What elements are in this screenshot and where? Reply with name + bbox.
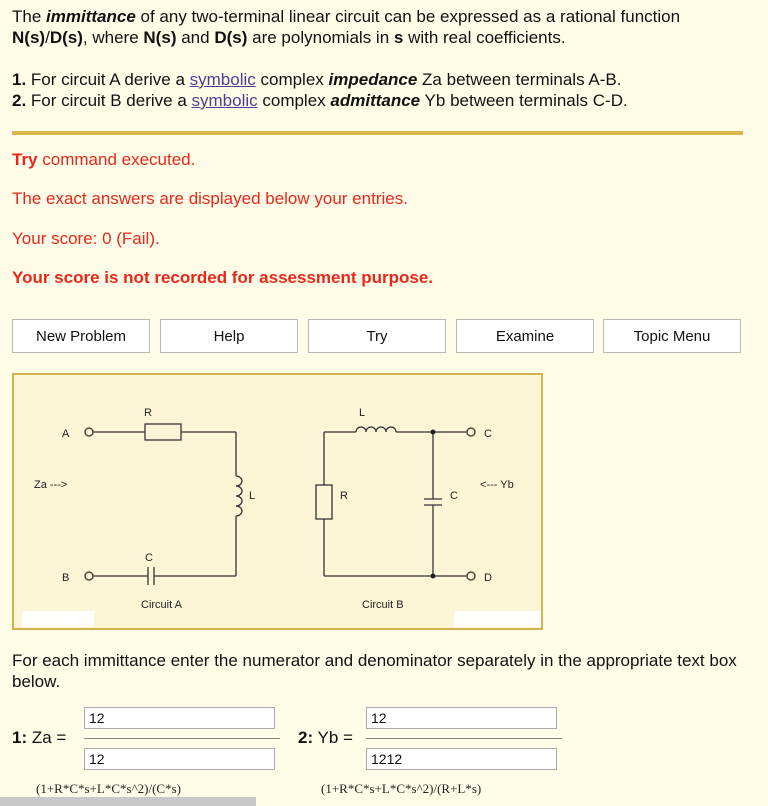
- task-item: 2. For circuit B derive a symbolic complex admittance Yb between terminals C-D.: [12, 91, 628, 110]
- circuit-a-caption: Circuit A: [141, 599, 182, 611]
- za-exact-answer: (1+R*C*s+L*C*s^2)/(C*s): [36, 781, 181, 796]
- label-l-b: L: [359, 407, 366, 419]
- not-recorded-message: Your score is not recorded for assessment purpose.: [12, 268, 434, 287]
- yb-denominator-input[interactable]: [366, 748, 557, 770]
- label-c-a: C: [145, 552, 153, 564]
- yb-arrow-label: <--- Yb: [480, 479, 514, 491]
- topic-menu-button[interactable]: Topic Menu: [603, 319, 741, 353]
- fraction-line: [366, 738, 562, 739]
- inductor-l-b: [356, 427, 396, 432]
- label-r-b: R: [340, 490, 348, 502]
- score-message: Your score: 0 (Fail).: [12, 229, 160, 248]
- exact-answers-message: The exact answers are displayed below your entries.: [12, 189, 408, 208]
- try-button[interactable]: Try: [308, 319, 446, 353]
- help-button[interactable]: Help: [160, 319, 298, 353]
- problem-statement: The immittance of any two-terminal linear circuit can be expressed as a rational function N(s)/D(s), where N(s) and D(s) are polynomials in s with real coefficients.: [12, 7, 681, 47]
- symbolic-link[interactable]: symbolic: [191, 91, 258, 110]
- label-b: B: [62, 572, 70, 584]
- try-message: Try command executed.: [12, 150, 196, 169]
- new-problem-button[interactable]: New Problem: [12, 319, 150, 353]
- resistor-r-b: [316, 485, 332, 519]
- label-c-b: C: [450, 490, 458, 502]
- circuit-diagram: [14, 375, 541, 628]
- terminal-c: [467, 428, 475, 436]
- yb-label: 2: Yb =: [298, 728, 353, 747]
- terminal-d: [467, 572, 475, 580]
- label-l-a: L: [249, 490, 256, 502]
- za-arrow-label: Za --->: [34, 479, 68, 491]
- divider: [12, 131, 743, 135]
- za-numerator-input[interactable]: [84, 707, 275, 729]
- terminal-b: [85, 572, 93, 580]
- yb-numerator-input[interactable]: [366, 707, 557, 729]
- label-a: A: [62, 428, 70, 440]
- terminal-a: [85, 428, 93, 436]
- fraction-line: [84, 738, 280, 739]
- task-list: [12, 69, 628, 111]
- circuit-b-caption: Circuit B: [362, 599, 404, 611]
- instruction-text: For each immittance enter the numerator and denominator separately in the appropriate text box below.: [12, 651, 737, 691]
- inductor-l-a: [236, 476, 242, 516]
- za-label: 1: Za =: [12, 728, 67, 747]
- label-c-terminal: C: [484, 428, 492, 440]
- za-denominator-input[interactable]: [84, 748, 275, 770]
- resistor-r-a: [145, 424, 181, 440]
- label-r-a: R: [144, 407, 152, 419]
- task-item: 1. For circuit A derive a symbolic complex impedance Za between terminals A-B.: [12, 70, 622, 89]
- examine-button[interactable]: Examine: [456, 319, 594, 353]
- yb-exact-answer: (1+R*C*s+L*C*s^2)/(R+L*s): [321, 781, 482, 796]
- horizontal-scrollbar[interactable]: [0, 797, 256, 806]
- label-d: D: [484, 572, 492, 584]
- immittance-term: immittance: [46, 7, 136, 26]
- circuit-figure: [12, 373, 543, 630]
- symbolic-link[interactable]: symbolic: [189, 70, 256, 89]
